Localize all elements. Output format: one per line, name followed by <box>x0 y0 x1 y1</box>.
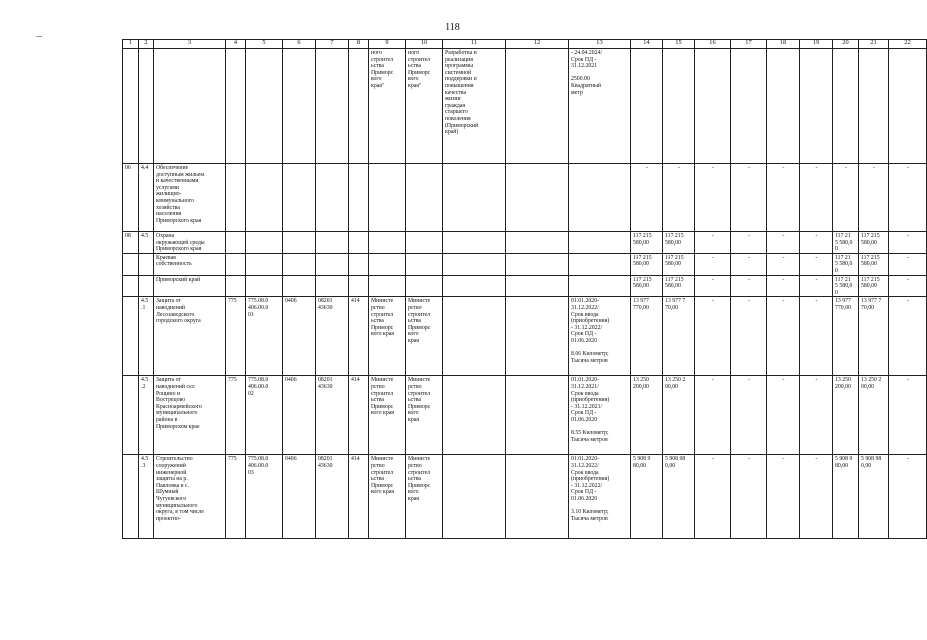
table-cell <box>316 253 349 275</box>
table-cell: 117 21 5 580,0 0 <box>833 253 859 275</box>
table-cell <box>631 49 663 164</box>
table-cell <box>506 164 569 232</box>
table-cell: - <box>859 164 889 232</box>
table-cell <box>369 253 406 275</box>
column-number-2: 2 <box>139 40 154 49</box>
table-cell: - <box>800 253 833 275</box>
table-cell: Министе рство строител ьства Приморс кого края <box>369 297 406 376</box>
column-number-14: 14 <box>631 40 663 49</box>
table-cell: - <box>731 164 767 232</box>
table-cell <box>246 275 283 297</box>
table-cell <box>349 275 369 297</box>
table-cell: 4.5 <box>139 232 154 254</box>
table-cell <box>569 164 631 232</box>
column-number-22: 22 <box>889 40 927 49</box>
table-cell: - <box>889 455 927 539</box>
table-cell: - <box>889 164 927 232</box>
table-cell: Обеспечение доступным жильем и качественными услугами жилищно- коммунального хозяйства населения Приморского края <box>154 164 226 232</box>
column-number-9: 9 <box>369 40 406 49</box>
table-cell: 01.01.2020- 31.12.2022/ Срок ввода (приобретения) - 31.12.2022/ Срок ПД - 01.06.2020 8.06 Километр; Тысяча метров <box>569 297 631 376</box>
table-cell <box>283 253 316 275</box>
table-cell: - <box>731 232 767 254</box>
table-cell: ного строител ьства Приморс кого края" <box>406 49 443 164</box>
table-cell <box>246 253 283 275</box>
table-cell <box>316 164 349 232</box>
table-cell <box>800 49 833 164</box>
table-cell: - <box>889 297 927 376</box>
table-cell: - <box>889 232 927 254</box>
table-cell: 4.5 .2 <box>139 376 154 455</box>
table-cell <box>569 253 631 275</box>
table-cell <box>443 297 506 376</box>
table-cell <box>406 275 443 297</box>
table-cell: Строительство сооружений инженерной защиты на р. Павловка в с. Шумный Чугуевского муниципального округа, в том числе проектно- <box>154 455 226 539</box>
table-cell <box>316 275 349 297</box>
table-cell: - <box>731 253 767 275</box>
table-cell: - <box>767 455 800 539</box>
table-cell: Охрана окружающей среды Приморского края <box>154 232 226 254</box>
table-cell <box>226 164 246 232</box>
table-cell <box>226 275 246 297</box>
column-number-19: 19 <box>800 40 833 49</box>
column-number-21: 21 <box>859 40 889 49</box>
column-number-6: 6 <box>283 40 316 49</box>
table-cell <box>246 49 283 164</box>
table-cell: 5 908 98 0,00 <box>663 455 695 539</box>
table-cell: 117 215 580,00 <box>663 275 695 297</box>
column-number-15: 15 <box>663 40 695 49</box>
table-cell <box>663 49 695 164</box>
table-cell: 117 215 580,00 <box>859 253 889 275</box>
column-number-4: 4 <box>226 40 246 49</box>
table-cell <box>506 275 569 297</box>
table-cell: 08201 43630 <box>316 376 349 455</box>
table-cell: - <box>731 297 767 376</box>
table-cell: 08201 43630 <box>316 297 349 376</box>
table-cell: - <box>800 455 833 539</box>
table-cell <box>731 49 767 164</box>
table-cell: Министе рство строител ьства Приморс кого края <box>369 455 406 539</box>
table-cell <box>316 49 349 164</box>
scan-mark <box>36 36 42 37</box>
table-cell <box>506 297 569 376</box>
table-cell: - <box>767 376 800 455</box>
table-cell: - <box>767 164 800 232</box>
table-cell: Министе рство строител ьства Приморс кого края <box>406 376 443 455</box>
table-cell: - <box>731 455 767 539</box>
table-cell: - <box>695 275 731 297</box>
table-cell: - <box>767 253 800 275</box>
table-cell: 117 215 580,00 <box>631 253 663 275</box>
table-cell: Министе рство строител ьства Приморс кого края <box>406 455 443 539</box>
column-number-row <box>123 40 927 49</box>
table-cell <box>506 455 569 539</box>
table-cell <box>246 232 283 254</box>
row-4-5-1 <box>123 297 927 376</box>
table-cell: - <box>800 232 833 254</box>
table-cell: 4.4 <box>139 164 154 232</box>
table-cell: 117 21 5 580,0 0 <box>833 275 859 297</box>
table-cell <box>443 232 506 254</box>
table-cell <box>123 49 139 164</box>
table-cell: - <box>731 376 767 455</box>
table-cell: 775 <box>226 297 246 376</box>
table-cell: - <box>800 376 833 455</box>
table-cell: 775 <box>226 376 246 455</box>
table-cell: 13 977 7 70,00 <box>663 297 695 376</box>
column-number-11: 11 <box>443 40 506 49</box>
row-regional-property <box>123 253 927 275</box>
table-cell: - <box>695 164 731 232</box>
table-cell: 5 908 9 80,00 <box>833 455 859 539</box>
table-cell <box>443 253 506 275</box>
row-4-5-3 <box>123 455 927 539</box>
table-cell: 5 908 9 80,00 <box>631 455 663 539</box>
table-cell: 0406 <box>283 455 316 539</box>
table-cell: 117 215 580,00 <box>663 253 695 275</box>
table-cell: - <box>767 232 800 254</box>
table-cell: - <box>695 376 731 455</box>
column-number-5: 5 <box>246 40 283 49</box>
table-cell: Министе рство строител ьства Приморс кого края <box>406 297 443 376</box>
table-cell <box>123 376 139 455</box>
budget-table <box>122 39 927 539</box>
column-number-3: 3 <box>154 40 226 49</box>
table-cell <box>139 49 154 164</box>
table-cell: 13 250 2 00,00 <box>663 376 695 455</box>
table-cell <box>406 164 443 232</box>
row-continued <box>123 49 927 164</box>
table-cell <box>283 164 316 232</box>
table-cell <box>369 275 406 297</box>
table-cell: Приморский край <box>154 275 226 297</box>
table-cell: 01.01.2020- 31.12.2021/ Срок ввода (приобретения) - 31.12.2021/ Срок ПД - 01.06.2020 8.55 Километр; Тысяча метров <box>569 376 631 455</box>
column-number-13: 13 <box>569 40 631 49</box>
table-cell: 08201 43630 <box>316 455 349 539</box>
table-cell: ного строител ьства Приморс кого края" <box>369 49 406 164</box>
table-cell: 414 <box>349 297 369 376</box>
table-cell <box>123 455 139 539</box>
table-cell <box>406 253 443 275</box>
table-cell: 06 <box>123 164 139 232</box>
table-cell: Защита от наводнений Лесозаводского городского округа <box>154 297 226 376</box>
table-cell <box>369 164 406 232</box>
table-cell: 775.08.0 406.00.0 02 <box>246 376 283 455</box>
table-cell: 0406 <box>283 297 316 376</box>
table-cell <box>506 232 569 254</box>
table-cell <box>569 232 631 254</box>
column-number-10: 10 <box>406 40 443 49</box>
table-cell: Краевая собственность <box>154 253 226 275</box>
table-cell: 775.08.0 406.00.0 03 <box>246 455 283 539</box>
column-number-20: 20 <box>833 40 859 49</box>
table-cell: - <box>695 297 731 376</box>
table-cell: - <box>695 253 731 275</box>
table-cell <box>506 253 569 275</box>
table-cell: 13 250 200,00 <box>631 376 663 455</box>
table-cell: 5 908 98 0,00 <box>859 455 889 539</box>
table-cell: - <box>833 164 859 232</box>
table-cell <box>406 232 443 254</box>
table-cell: 13 250 200,00 <box>833 376 859 455</box>
table-cell: 117 215 580,00 <box>859 275 889 297</box>
table-cell: 13 250 2 00,00 <box>859 376 889 455</box>
table-cell <box>283 49 316 164</box>
table-cell <box>569 275 631 297</box>
table-cell <box>695 49 731 164</box>
table-cell <box>226 253 246 275</box>
table-cell <box>139 275 154 297</box>
table-cell <box>123 275 139 297</box>
table-cell <box>246 164 283 232</box>
table-cell: 0406 <box>283 376 316 455</box>
table-cell: - <box>695 232 731 254</box>
table-cell: - <box>663 164 695 232</box>
table-cell <box>506 376 569 455</box>
table-cell: 08 <box>123 232 139 254</box>
table-cell: 117 215 580,00 <box>663 232 695 254</box>
table-cell: - <box>695 455 731 539</box>
table-cell <box>369 232 406 254</box>
table-cell: - 24.04.2024/ Срок ПД - 31.12.2021 2500.00 Квадратный метр <box>569 49 631 164</box>
table-cell: Министе рство строител ьства Приморс кого края <box>369 376 406 455</box>
table-cell <box>154 49 226 164</box>
table-cell: 01.01.2020- 31.12.2022/ Срок ввода (приобретения) - 31.12.2022/ Срок ПД - 01.06.2020 3.10 Километр; Тысяча метров <box>569 455 631 539</box>
table-cell: 4.5 .3 <box>139 455 154 539</box>
table-cell: 414 <box>349 455 369 539</box>
table-cell: 13 977 770,00 <box>631 297 663 376</box>
table-cell <box>443 376 506 455</box>
table-cell: - <box>731 275 767 297</box>
table-cell: - <box>889 275 927 297</box>
row-primorsky-krai <box>123 275 927 297</box>
table-cell <box>226 49 246 164</box>
table-cell <box>349 232 369 254</box>
table-cell: - <box>889 253 927 275</box>
table-cell <box>506 49 569 164</box>
table-cell <box>889 49 927 164</box>
column-number-16: 16 <box>695 40 731 49</box>
table-cell <box>316 232 349 254</box>
column-number-1: 1 <box>123 40 139 49</box>
table-cell: - <box>631 164 663 232</box>
table-cell: - <box>767 297 800 376</box>
column-number-17: 17 <box>731 40 767 49</box>
table-cell: - <box>800 275 833 297</box>
table-cell <box>443 275 506 297</box>
table-cell: 117 215 580,00 <box>631 232 663 254</box>
table-cell: Разработка и реализация программы системной поддержки и повышения качества жизни граждан старшего поколения (Приморский край) <box>443 49 506 164</box>
table-cell: - <box>767 275 800 297</box>
table-cell <box>226 232 246 254</box>
table-cell <box>443 164 506 232</box>
table-cell <box>767 49 800 164</box>
column-number-18: 18 <box>767 40 800 49</box>
row-4-5-2 <box>123 376 927 455</box>
table-cell: 13 977 7 70,00 <box>859 297 889 376</box>
row-4-5 <box>123 232 927 254</box>
table-cell: 775 <box>226 455 246 539</box>
table-cell: 117 215 580,00 <box>859 232 889 254</box>
column-number-7: 7 <box>316 40 349 49</box>
table-cell <box>443 455 506 539</box>
table-cell <box>833 49 859 164</box>
table-cell <box>123 297 139 376</box>
table-cell <box>139 253 154 275</box>
table-cell <box>349 164 369 232</box>
table-cell: 775.08.0 406.00.0 01 <box>246 297 283 376</box>
table-cell <box>283 232 316 254</box>
table-cell <box>283 275 316 297</box>
table-cell <box>859 49 889 164</box>
table-cell: - <box>889 376 927 455</box>
table-cell <box>349 253 369 275</box>
row-4-4 <box>123 164 927 232</box>
table-cell <box>349 49 369 164</box>
column-number-12: 12 <box>506 40 569 49</box>
table-cell: 414 <box>349 376 369 455</box>
table-cell: - <box>800 297 833 376</box>
page-number: 118 <box>445 22 460 33</box>
table-cell: 4.5 .1 <box>139 297 154 376</box>
table-cell <box>123 253 139 275</box>
table-cell: Защита от наводнений сел Рощино и Вострецово Красноармейского муниципального района в Приморском крае <box>154 376 226 455</box>
column-number-8: 8 <box>349 40 369 49</box>
table-cell: 117 21 5 580,0 0 <box>833 232 859 254</box>
table-cell: 13 977 770,00 <box>833 297 859 376</box>
table-cell: - <box>800 164 833 232</box>
table-cell: 117 215 580,00 <box>631 275 663 297</box>
